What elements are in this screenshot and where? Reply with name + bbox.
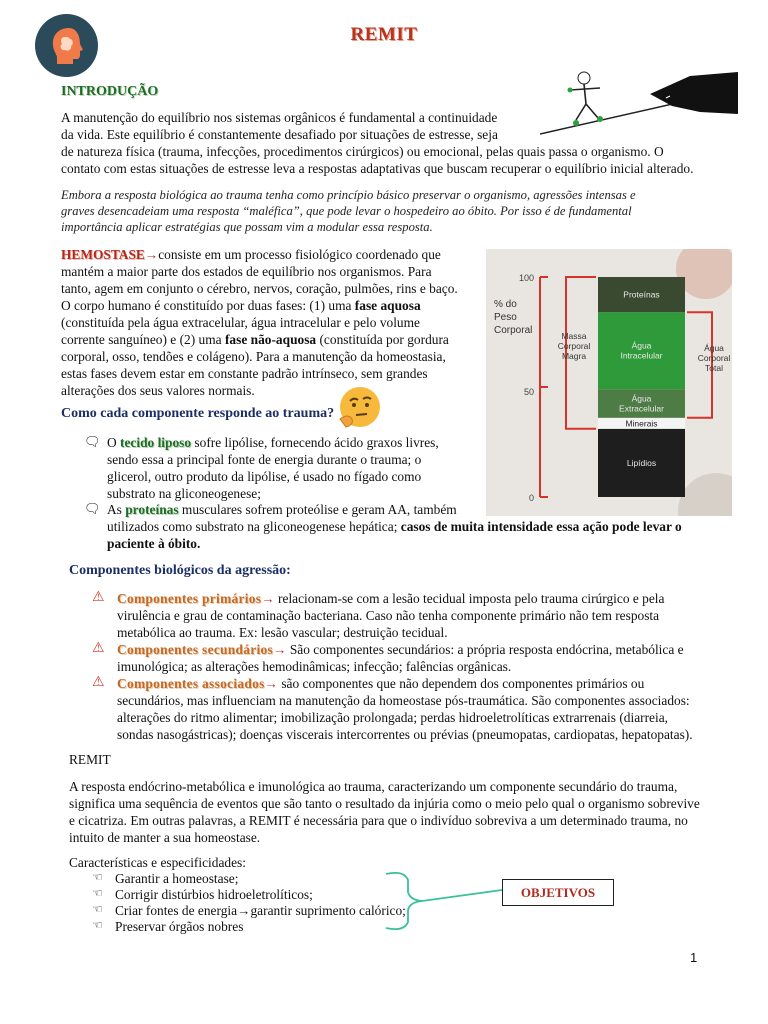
bullet-1-line-4: substrato na gliconeogenese;: [107, 486, 261, 501]
intro-line-1: A manutenção do equilíbrio nos sistemas orgânicos é fundamental a continuidade: [61, 110, 498, 125]
segment-label: Água Extracelular: [619, 393, 664, 414]
chat-bullet-icon: 🗨: [84, 501, 101, 516]
bullet-2-line-3: paciente à óbito.: [107, 536, 201, 551]
warning-icon: ⚠: [92, 675, 105, 690]
italic-line-2: graves desencadeiam uma resposta “maléfica”, que pode levar o hospedeiro ao óbito. Por isso é de fundamental: [61, 204, 632, 218]
associated-line-3: alterações do ritmo alimentar; imobilização prolongada; perdas hidroeletrolíticas extrarrenais (diarreia,: [117, 710, 669, 725]
objectives-brace: [384, 870, 504, 932]
intro-heading: INTRODUÇÃO: [61, 84, 159, 99]
hemostase-line-4: O corpo humano é constituído por duas fases: (1) uma fase aquosa: [61, 298, 421, 313]
objective-item: Corrigir distúrbios hidroeletrolíticos;: [115, 887, 313, 902]
pointing-hand-icon: ☜: [92, 870, 103, 884]
objective-item: Preservar órgãos nobres: [115, 919, 244, 934]
y-tick-100: 100: [518, 273, 534, 283]
pointing-hand-icon: ☜: [92, 902, 103, 916]
hemostase-text-1: consiste em um processo fisiológico coordenado que: [158, 247, 441, 262]
y-axis-label: % do Peso Corporal: [494, 299, 533, 336]
y-tick-50: 50: [523, 387, 534, 397]
bullet-2-line-1: As proteínas musculares sofrem proteólise e geram AA, também: [107, 502, 457, 517]
question-heading: Como cada componente responde ao trauma?: [61, 406, 335, 421]
bullet-1-line-1: O tecido liposo sofre lipólise, fornecendo ácido graxos livres,: [107, 435, 439, 450]
intro-line-3: de natureza física (trauma, infecções, procedimentos cirúrgicos) ou emocional, pelas quais passa o organismo. O: [61, 144, 664, 159]
thinking-emoji: [336, 385, 382, 431]
bullet-1-line-3: glicerol, outro produto da lipólise, é usado no fígado como: [107, 469, 422, 484]
warning-icon: ⚠: [92, 590, 105, 605]
associated-line-2: secundários, mas influenciam na manutenção da homeostase pós-traumática. São componentes associados:: [117, 693, 690, 708]
segment-label: Proteínas: [623, 289, 660, 300]
italic-line-1: Embora a resposta biológica ao trauma tenha como princípio básico preservar o organismo, agressões intensas e: [61, 188, 636, 202]
pointing-hand-icon: ☜: [92, 886, 103, 900]
remit-line-2: significa uma sequência de eventos que são tanto o resultado da injúria como o meio pelo qual o organismo sobrevive: [69, 796, 700, 811]
bracket-label: Água Corporal Total: [697, 343, 731, 373]
intro-line-2: da vida. Este equilíbrio é constantemente desafiado por situações de estresse, seja: [61, 127, 498, 142]
chat-bullet-icon: 🗨: [84, 434, 101, 449]
objective-item: Garantir a homeostase;: [115, 871, 239, 886]
chart-svg: [486, 249, 732, 516]
page-title: REMIT: [350, 24, 418, 45]
warning-icon: ⚠: [92, 641, 105, 656]
segment-label: Água Intracelular: [620, 340, 663, 361]
remit-line-3: e cicatriza. Em outras palavras, a REMIT é necessária para que o indivíduo sobreviva a um determinado trauma, no: [69, 813, 688, 828]
bracket-label: Massa Corporal Magra: [557, 330, 591, 361]
hemostase-line-3: tanto, agem em conjunto o cérebro, nervos, coração, pulmões, rins e baço.: [61, 281, 458, 296]
remit-heading: REMIT: [69, 752, 111, 767]
objective-item: Criar fontes de energia→garantir suprimento calórico;: [115, 903, 406, 918]
associated-line-1: Componentes associados→ são componentes que não dependem dos componentes primários ou: [117, 676, 645, 691]
segment-label: Minerais: [625, 418, 658, 429]
page-number: 1: [690, 950, 698, 965]
keyword-proteinas: proteínas: [125, 502, 179, 517]
bullet-2-line-2: utilizados como substrato na gliconeogenese hepática; casos de muita intensidade essa ação pode levar o: [107, 519, 682, 534]
hemostase-line-7: corporal, osso, tendões e colágeno). Para a manutenção da homeostasia,: [61, 349, 446, 364]
hemostase-line-6: corrente sanguíneo) e (2) uma fase não-aquosa (constituída por gordura: [61, 332, 449, 347]
hemostase-line-8: estas fases devem estar em constante padrão intrínseco, sem grandes: [61, 366, 428, 381]
hemostase-arrow: →: [144, 247, 159, 262]
associated-line-4: sondas nasogástricas); doenças viscerais intercorrentes ou prévias (pneumopatas, cardiopatas, hepatopatas).: [117, 727, 693, 742]
intro-line-4: contato com estas situações de estresse leva a respostas adaptativas que buscam recuperar o equilíbrio inicial alterado.: [61, 161, 694, 176]
tightrope-illustration: [540, 68, 738, 140]
hemostase-keyword: HEMOSTASE: [61, 247, 145, 262]
remit-line-1: A resposta endócrino-metabólica e imunológica ao trauma, caracterizando um componente secundário do trauma,: [69, 779, 678, 794]
y-tick-0: 0: [528, 493, 534, 503]
primary-line-1: Componentes primários→ relacionam-se com a lesão tecidual imposta pelo trauma cirúrgico e pela: [117, 591, 665, 606]
keyword-tecido: tecido liposo: [120, 435, 192, 450]
remit-line-4: intuito de manter a sua homeostase.: [69, 830, 261, 845]
body-composition-chart: [486, 249, 732, 516]
segment-label: Lipídios: [626, 457, 657, 468]
primary-line-3: metabólica ao trauma. Ex: lesão vascular; destruição tecidual.: [117, 625, 448, 640]
secondary-line-2: imunológica; as alterações hemodinâmicas; infecção; falências orgânicas.: [117, 659, 512, 674]
hemostase-line-2: mantém a maior parte dos estados de equilíbrio nos organismos. Para: [61, 264, 432, 279]
italic-line-3: importância aplicar estratégias que possam vim a modular essa resposta.: [61, 220, 433, 234]
bubble-decoration: [678, 473, 732, 516]
characteristics-heading: Características e especificidades:: [69, 855, 246, 870]
primary-line-2: virulência e grau de contaminação bacteriana. Caso não tenha componente primário não tem resposta: [117, 608, 660, 623]
pointing-hand-icon: ☜: [92, 918, 103, 932]
secondary-line-1: Componentes secundários→ São componentes secundários: a própria resposta endócrina, metabólica e: [117, 642, 684, 657]
components-heading: Componentes biológicos da agressão:: [69, 563, 291, 578]
hemostase-line-9: alterações dos seus valores normais.: [61, 383, 255, 398]
hemostase-line-5: (constituída pela água extracelular, água intracelular e pelo volume: [61, 315, 420, 330]
hemostase-line-1: [61, 247, 475, 264]
objectives-box: OBJETIVOS: [502, 879, 614, 906]
bullet-1-line-2: sendo essa a principal fonte de energia durante o trauma; o: [107, 452, 422, 467]
